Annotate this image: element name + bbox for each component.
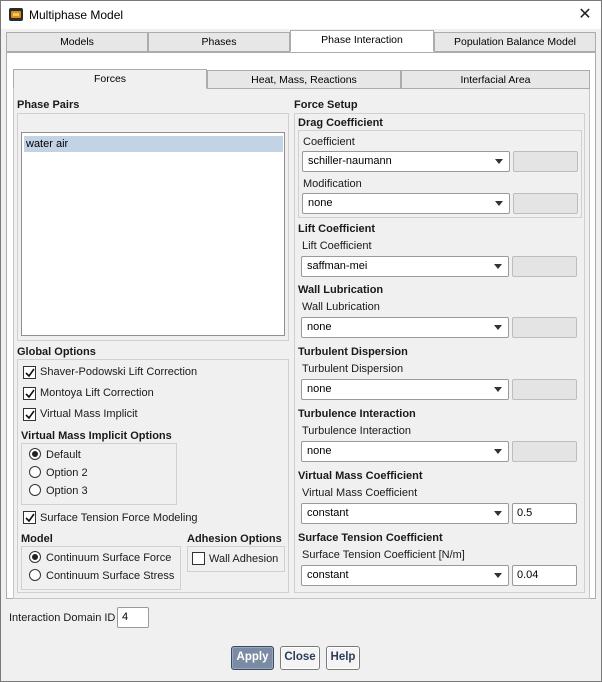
virtual-mass-coefficient-heading: Virtual Mass Coefficient — [298, 470, 423, 482]
force-setup-heading: Force Setup — [294, 99, 358, 111]
option-default-label: Default — [46, 449, 81, 461]
turbulent-dispersion-input — [512, 379, 577, 400]
drag-modification-dropdown[interactable] — [302, 193, 510, 214]
tab-phases[interactable]: Phases — [148, 32, 290, 52]
surface-tension-coefficient-input[interactable]: 0.04 — [512, 565, 577, 586]
turbulent-dispersion-heading: Turbulent Dispersion — [298, 346, 408, 358]
global-options-heading: Global Options — [17, 346, 96, 358]
surface-tension-coefficient-value: constant — [307, 569, 349, 581]
adhesion-options-heading: Adhesion Options — [187, 533, 282, 545]
drag-coefficient-value: schiller-naumann — [308, 155, 392, 167]
lift-coefficient-heading: Lift Coefficient — [298, 223, 375, 235]
chevron-down-icon — [494, 264, 502, 269]
phase-pairs-list[interactable] — [21, 132, 285, 336]
turbulence-interaction-dropdown[interactable] — [301, 441, 509, 462]
turbulence-interaction-input — [512, 441, 577, 462]
continuum-surface-stress-label: Continuum Surface Stress — [46, 570, 175, 582]
drag-coefficient-dropdown[interactable] — [302, 151, 510, 172]
tab-population-balance-model[interactable]: Population Balance Model — [434, 32, 596, 52]
subtab-heat-mass-reactions[interactable]: Heat, Mass, Reactions — [207, 70, 401, 89]
app-icon — [9, 8, 23, 21]
montoya-label: Montoya Lift Correction — [40, 387, 154, 399]
surface-tension-coefficient-dropdown[interactable] — [301, 565, 509, 586]
modification-label: Modification — [303, 178, 362, 190]
turbulent-dispersion-value: none — [307, 383, 332, 395]
list-item[interactable]: water air — [24, 136, 283, 152]
checkmark-icon — [25, 368, 35, 378]
chevron-down-icon — [495, 159, 503, 164]
virtual-mass-implicit-checkbox[interactable] — [23, 408, 36, 421]
interaction-domain-label: Interaction Domain ID — [9, 612, 116, 624]
vm-implicit-options-heading: Virtual Mass Implicit Options — [21, 430, 172, 442]
virtual-mass-coefficient-input[interactable]: 0.5 — [512, 503, 577, 524]
surface-tension-modeling-label: Surface Tension Force Modeling — [40, 512, 198, 524]
phase-pairs-heading: Phase Pairs — [17, 99, 80, 111]
shaver-podowski-label: Shaver-Podowski Lift Correction — [40, 366, 198, 378]
tab-models[interactable]: Models — [6, 32, 148, 52]
continuum-surface-stress-radio[interactable] — [29, 569, 41, 581]
drag-coefficient-heading: Drag Coefficient — [298, 117, 383, 129]
checkmark-icon — [25, 410, 35, 420]
turbulent-dispersion-label: Turbulent Dispersion — [302, 363, 404, 375]
model-heading: Model — [21, 533, 53, 545]
help-button[interactable]: Help — [326, 646, 360, 670]
wall-adhesion-checkbox[interactable] — [192, 552, 205, 565]
close-icon[interactable]: ✕ — [578, 6, 592, 23]
chevron-down-icon — [494, 573, 502, 578]
subtab-interfacial-area[interactable]: Interfacial Area — [401, 70, 590, 89]
chevron-down-icon — [494, 511, 502, 516]
continuum-surface-force-label: Continuum Surface Force — [46, 552, 172, 564]
chevron-down-icon — [494, 325, 502, 330]
wall-lubrication-heading: Wall Lubrication — [298, 284, 384, 296]
wall-lubrication-label: Wall Lubrication — [302, 301, 380, 313]
surface-tension-coefficient-label: Surface Tension Coefficient [N/m] — [302, 549, 465, 561]
coefficient-label: Coefficient — [303, 136, 355, 148]
surface-tension-modeling-checkbox[interactable] — [23, 511, 36, 524]
virtual-mass-coefficient-dropdown[interactable] — [301, 503, 509, 524]
shaver-podowski-checkbox[interactable] — [23, 366, 36, 379]
continuum-surface-force-radio[interactable] — [29, 551, 41, 563]
subtab-forces[interactable]: Forces — [13, 69, 207, 89]
chevron-down-icon — [494, 449, 502, 454]
turbulence-interaction-heading: Turbulence Interaction — [298, 408, 416, 420]
lift-coefficient-value: saffman-mei — [307, 260, 368, 272]
close-button[interactable]: Close — [280, 646, 320, 670]
turbulence-interaction-label: Turbulence Interaction — [302, 425, 412, 437]
vm-implicit-options-group — [21, 443, 177, 505]
wall-lubrication-value: none — [307, 321, 332, 333]
virtual-mass-coefficient-label: Virtual Mass Coefficient — [302, 487, 418, 499]
tab-phase-interaction[interactable]: Phase Interaction — [290, 30, 434, 52]
window-title: Multiphase Model — [29, 8, 124, 22]
wall-adhesion-label: Wall Adhesion — [209, 553, 279, 565]
drag-modification-input — [513, 193, 578, 214]
interaction-domain-input[interactable]: 4 — [117, 607, 149, 628]
chevron-down-icon — [495, 201, 503, 206]
checkmark-icon — [25, 389, 35, 399]
option-2-radio[interactable] — [29, 466, 41, 478]
virtual-mass-implicit-label: Virtual Mass Implicit — [40, 408, 138, 420]
lift-coefficient-input — [512, 256, 577, 277]
option-3-radio[interactable] — [29, 484, 41, 496]
virtual-mass-coefficient-value: constant — [307, 507, 349, 519]
turbulence-interaction-value: none — [307, 445, 332, 457]
montoya-checkbox[interactable] — [23, 387, 36, 400]
turbulent-dispersion-dropdown[interactable] — [301, 379, 509, 400]
option-default-radio[interactable] — [29, 448, 41, 460]
title-bar — [1, 1, 601, 29]
wall-lubrication-input — [512, 317, 577, 338]
surface-tension-coefficient-heading: Surface Tension Coefficient — [298, 532, 443, 544]
lift-coefficient-label: Lift Coefficient — [302, 240, 372, 252]
checkmark-icon — [25, 513, 35, 523]
drag-coefficient-input — [513, 151, 578, 172]
drag-modification-value: none — [308, 197, 333, 209]
option-2-label: Option 2 — [46, 467, 88, 479]
apply-button[interactable]: Apply — [231, 646, 274, 670]
lift-coefficient-dropdown[interactable] — [301, 256, 509, 277]
chevron-down-icon — [494, 387, 502, 392]
wall-lubrication-dropdown[interactable] — [301, 317, 509, 338]
option-3-label: Option 3 — [46, 485, 88, 497]
